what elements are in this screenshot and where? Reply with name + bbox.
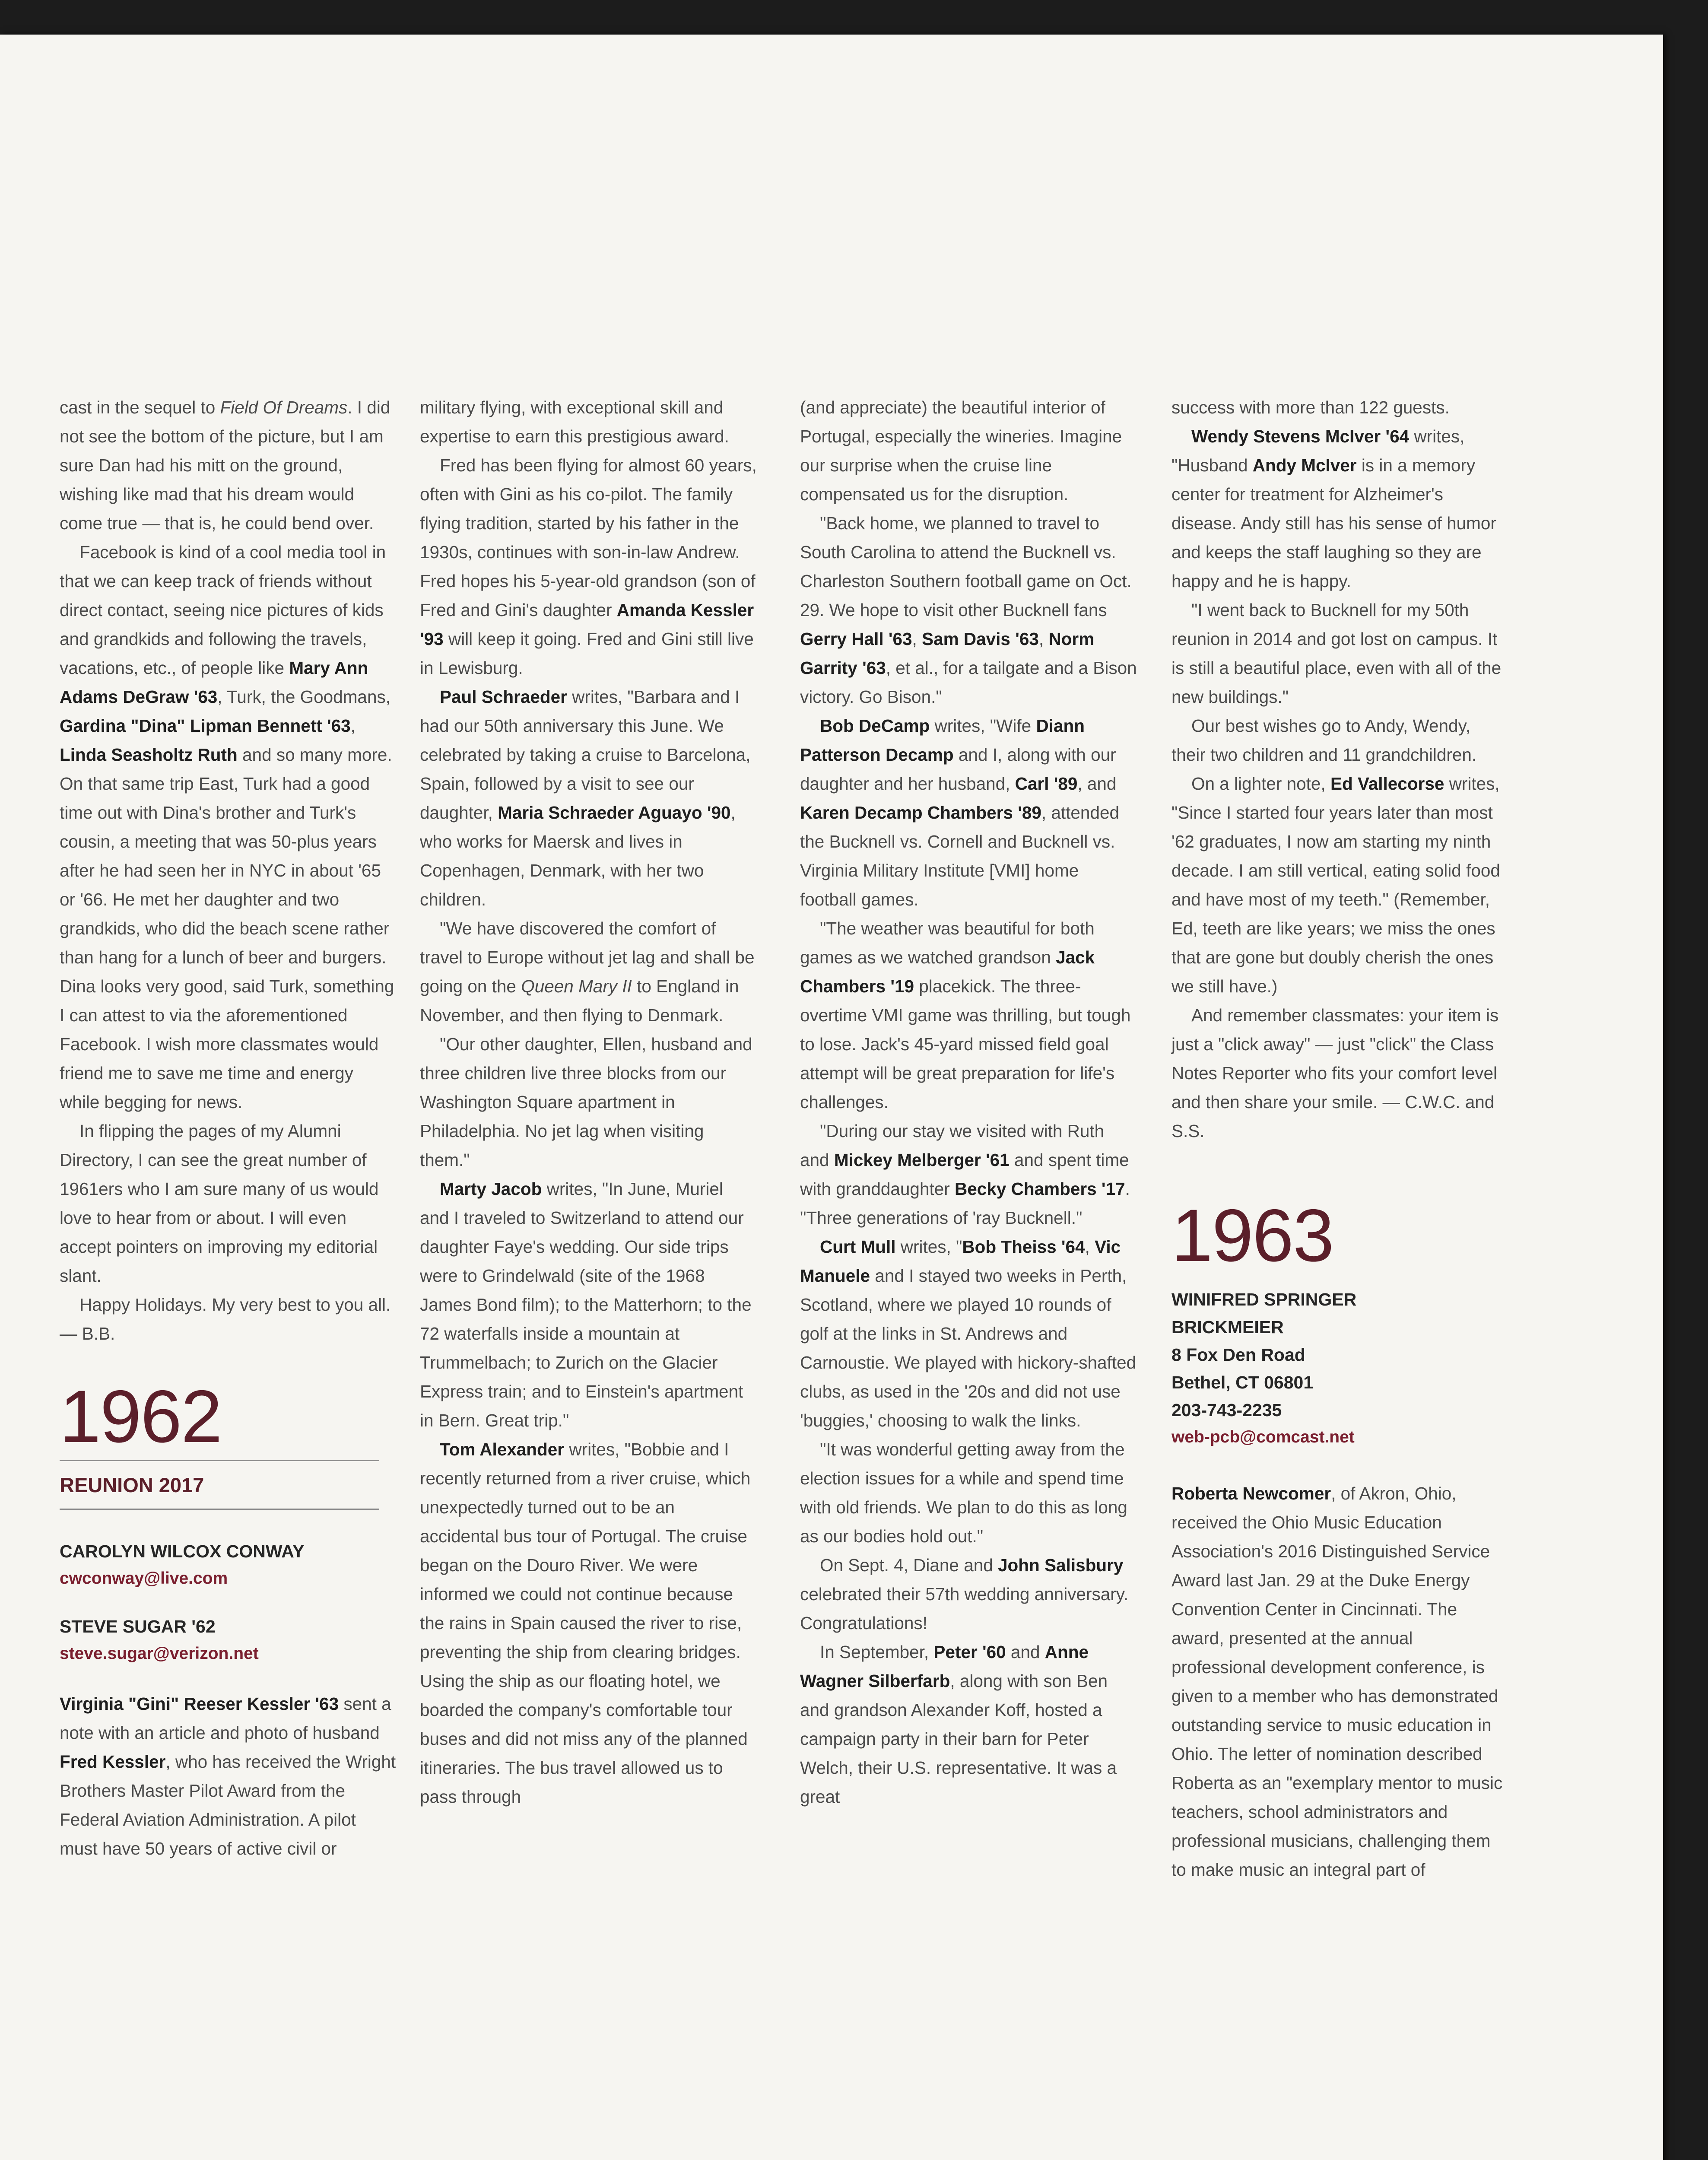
divider xyxy=(60,1509,379,1510)
paragraph: cast in the sequel to Field Of Dreams. I did not see the bottom of the picture, but I am sure Dan had his mitt on the ground, wishing like mad that his dream would come true — that is, he could bend over. xyxy=(60,397,390,533)
paragraph: Paul Schraeder writes, "Barbara and I had our 50th anniversary this June. We celebrated by taking a cruise to Barcelona, Spain, followed by a visit to see our daughter, Maria Schraeder Aguayo '90, who works for Maersk and lives in Copenhagen, Denmark, with her two children. xyxy=(420,687,751,909)
column-3 xyxy=(800,393,1137,1811)
paragraph: Wendy Stevens McIver '64 writes, "Husband Andy McIver is in a memory center for treatment for Alzheimer's disease. Andy still has his sense of humor and keeps the staff laughing so they are happy and he is happy. xyxy=(1171,426,1496,591)
paragraph: Facebook is kind of a cool media tool in that we can keep track of friends without direct contact, seeing nice pictures of kids and grandkids and following the travels, vacations, etc., of people like Mary Ann Adams DeGraw '63, Turk, the Goodmans, Gardina "Dina" Lipman Bennett '63, Linda Seasholtz Ruth and so many more. On that same trip East, Turk had a good time out with Dina's brother and Turk's cousin, a meeting that was 50-plus years after he had seen her in NYC in about '65 or '66. He met her daughter and two grandkids, who did the beach scene rather than hang for a lunch of beer and burgers. Dina looks very good, said Turk, something I can attest to via the aforementioned Facebook. I wish more classmates would friend me to save me time and energy while begging for news. xyxy=(60,542,394,1112)
column-4 xyxy=(1171,393,1508,1884)
column-2 xyxy=(420,393,757,1811)
paragraph: Virginia "Gini" Reeser Kessler '63 sent a note with an article and photo of husband Fred Kessler, who has received the Wright Brothers Master Pilot Award from the Federal Aviation Administration. A pilot must have 50 years of active civil or xyxy=(60,1694,396,1858)
paragraph: "It was wonderful getting away from the election issues for a while and spend time with old friends. We plan to do this as long as our bodies hold out." xyxy=(800,1439,1127,1546)
reporter-name: STEVE SUGAR '62 xyxy=(60,1617,216,1636)
paragraph: Tom Alexander writes, "Bobbie and I recently returned from a river cruise, which unexpectedly turned out to be an accidental bus tour of Portugal. The cruise began on the Douro River. We were informed we could not continue because the rains in Spain caused the river to rise, preventing the ship from clearing bridges. Using the ship as our floating hotel, we boarded the company's comfortable tour buses and did not miss any of the planned itineraries. The bus travel allowed us to pass through xyxy=(420,1439,751,1807)
paragraph: "During our stay we visited with Ruth and Mickey Melberger '61 and spent time with granddaughter Becky Chambers '17. "Three generations of 'ray Bucknell." xyxy=(800,1121,1130,1228)
section-1963-header xyxy=(1171,1194,1508,1277)
paragraph: Bob DeCamp writes, "Wife Diann Patterson Decamp and I, along with our daughter and her husband, Carl '89, and Karen Decamp Chambers '89, attended the Bucknell vs. Cornell and Bucknell vs. Virginia Military Institute [VMI] home football games. xyxy=(800,716,1120,909)
paragraph: Fred has been flying for almost 60 years, often with Gini as his co-pilot. The family flying tradition, started by his father in the 1930s, continues with son-in-law Andrew. Fred hopes his 5-year-old grandson (son of Fred and Gini's daughter Amanda Kessler '93 will keep it going. Fred and Gini still live in Lewisburg. xyxy=(420,455,757,678)
reporter-name: WINIFRED SPRINGER xyxy=(1171,1290,1357,1309)
reporter-phone: 203-743-2235 xyxy=(1171,1400,1282,1420)
reporter-email-link[interactable]: cwconway@live.com xyxy=(60,1569,228,1588)
paragraph: (and appreciate) the beautiful interior of Portugal, especially the wineries. Imagine our surprise when the cruise line compensated us for the disruption. xyxy=(800,397,1122,504)
paragraph: "The weather was beautiful for both games as we watched grandson Jack Chambers '19 placekick. The three-overtime VMI game was thrilling, but tough to lose. Jack's 45-yard missed field goal attempt will be great preparation for life's challenges. xyxy=(800,918,1131,1112)
paragraph: "Back home, we planned to travel to South Carolina to attend the Bucknell vs. Charleston Southern football game on Oct. 29. We hope to visit other Bucknell fans Gerry Hall '63, Sam Davis '63, Norm Garrity '63, et al., for a tailgate and a Bison victory. Go Bison." xyxy=(800,513,1137,707)
magazine-page xyxy=(0,35,1663,2160)
paragraph: Curt Mull writes, "Bob Theiss '64, Vic Manuele and I stayed two weeks in Perth, Scotland, where we played 10 rounds of golf at the links in St. Andrews and Carnoustie. We played with hickory-shafted clubs, as used in the '20s and did not use 'buggies,' choosing to walk the links. xyxy=(800,1237,1137,1430)
paragraph: success with more than 122 guests. xyxy=(1171,397,1450,417)
class-reporter-contact xyxy=(60,1537,397,1592)
section-1962-header xyxy=(60,1375,397,1510)
column-1 xyxy=(60,393,397,1863)
paragraph: And remember classmates: your item is just a "click away" — just "click" the Class Notes Reporter who fits your comfort level and then share your smile. — C.W.C. and S.S. xyxy=(1171,1005,1499,1141)
class-reporter-contact xyxy=(1171,1286,1508,1451)
paragraph: In flipping the pages of my Alumni Directory, I can see the great number of 1961ers who I am sure many of us would love to hear from or about. I will even accept pointers on improving my editorial slant. xyxy=(60,1121,379,1286)
reporter-email-link[interactable]: steve.sugar@verizon.net xyxy=(60,1644,259,1663)
reporter-address: 8 Fox Den Road xyxy=(1171,1345,1305,1365)
paragraph: military flying, with exceptional skill and expertise to earn this prestigious award. xyxy=(420,397,729,446)
paragraph: "I went back to Bucknell for my 50th reunion in 2014 and got lost on campus. It is still a beautiful place, even with all of the new buildings." xyxy=(1171,600,1502,707)
paragraph: In September, Peter '60 and Anne Wagner Silberfarb, along with son Ben and grandson Alexander Koff, hosted a campaign party in their barn for Peter Welch, their U.S. representative. It was a great xyxy=(800,1642,1117,1807)
paragraph: On a lighter note, Ed Vallecorse writes, "Since I started four years later than most '62 graduates, I now am starting my ninth decade. I am still vertical, eating solid food and have most of my teeth." (Remember, Ed, teeth are like years; we miss the ones that are gone but doubly cherish the ones we still have.) xyxy=(1171,774,1500,996)
reporter-email-link[interactable]: web-pcb@comcast.net xyxy=(1171,1428,1355,1446)
reporter-name: CAROLYN WILCOX CONWAY xyxy=(60,1541,305,1561)
paragraph: Roberta Newcomer, of Akron, Ohio, received the Ohio Music Education Association's 2016 Distinguished Service Award last Jan. 29 at the Duke Energy Convention Center in Cincinnati. The award, presented at the annual professional development conference, is given to a member who has demonstrated outstanding service to music education in Ohio. The letter of nomination described Roberta as an "exemplary mentor to music teachers, school administrators and professional musicians, challenging them to make music an integral part of xyxy=(1171,1483,1503,1880)
paragraph: "We have discovered the comfort of travel to Europe without jet lag and shall be going on the Queen Mary II to England in November, and then flying to Denmark. xyxy=(420,918,755,1025)
paragraph: "Our other daughter, Ellen, husband and three children live three blocks from our Washington Square apartment in Philadelphia. No jet lag when visiting them." xyxy=(420,1034,752,1170)
paragraph: Happy Holidays. My very best to you all. — B.B. xyxy=(60,1295,391,1344)
paragraph: Our best wishes go to Andy, Wendy, their two children and 11 grandchildren. xyxy=(1171,716,1477,765)
reunion-label: REUNION 2017 xyxy=(60,1474,204,1496)
paragraph: Marty Jacob writes, "In June, Muriel and I traveled to Switzerland to attend our daughter Faye's wedding. Our side trips were to Grindelwald (site of the 1968 James Bond film); to the Matterhorn; to the 72 waterfalls inside a mountain at Trummelbach; to Zurich on the Glacier Express train; and to Einstein's apartment in Bern. Great trip." xyxy=(420,1179,752,1430)
class-year-heading: 1963 xyxy=(1171,1194,1333,1277)
class-year-heading: 1962 xyxy=(60,1375,222,1458)
class-reporter-contact xyxy=(60,1613,397,1667)
reporter-name: BRICKMEIER xyxy=(1171,1317,1284,1337)
paragraph: On Sept. 4, Diane and John Salisbury celebrated their 57th wedding anniversary. Congratulations! xyxy=(800,1555,1129,1633)
reporter-address: Bethel, CT 06801 xyxy=(1171,1372,1314,1392)
divider xyxy=(60,1460,379,1461)
